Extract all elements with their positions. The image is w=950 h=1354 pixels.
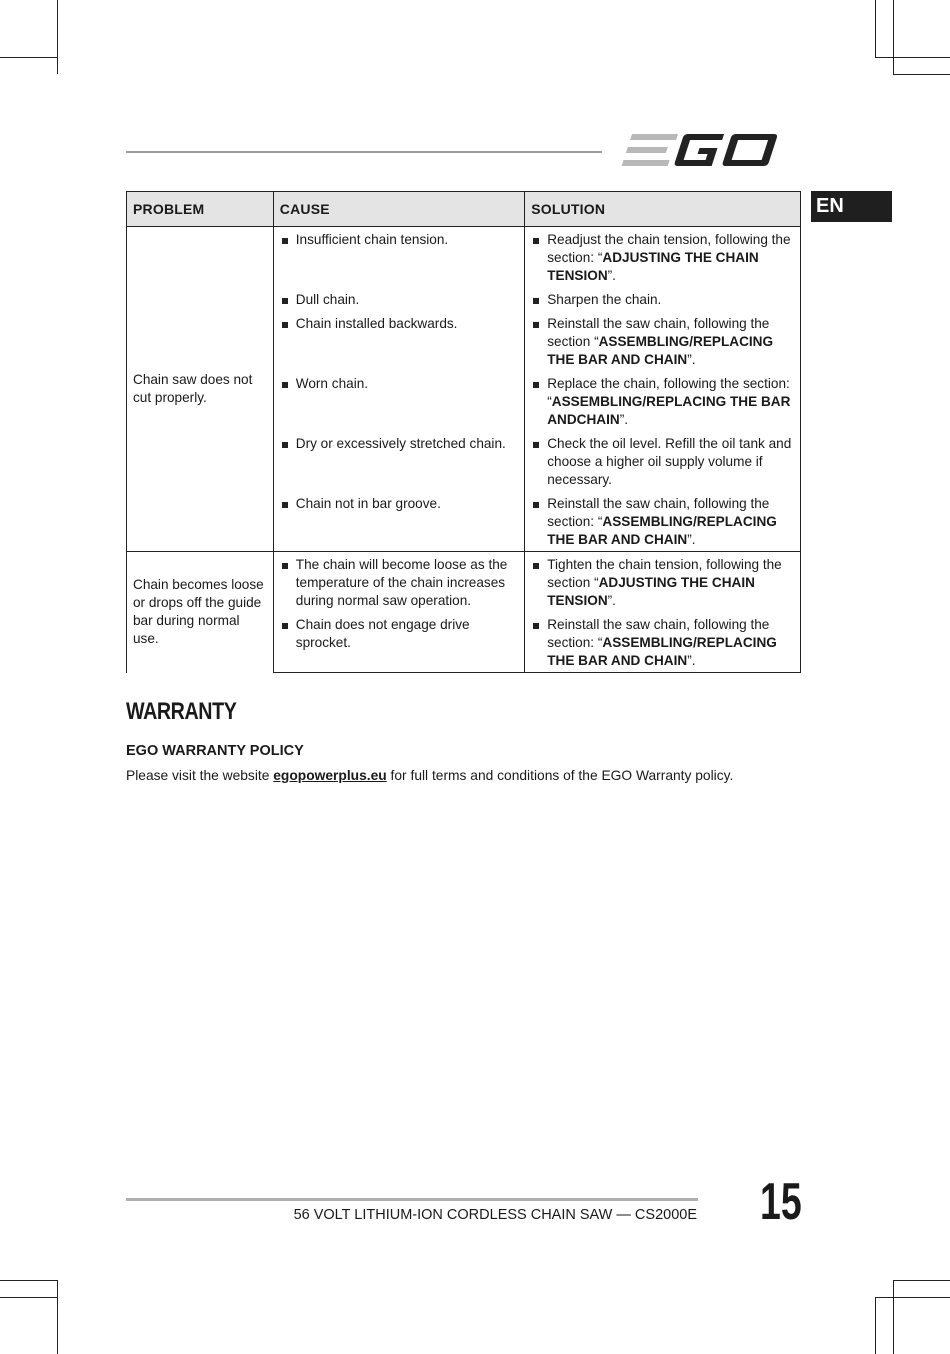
crop-mark [0, 57, 57, 58]
cause-text: Chain installed backwards. [280, 311, 518, 335]
table-row [127, 227, 801, 288]
solution-text: Reinstall the saw chain, following the section: “ASSEMBLING/REPLACING THE BAR AND CHAIN”. [531, 612, 794, 672]
cause-cell [273, 287, 524, 311]
solution-cell [525, 431, 801, 491]
crop-mark [0, 1280, 57, 1281]
warranty-heading: WARRANTY [126, 698, 237, 725]
cause-text: The chain will become loose as the temperature of the chain increases during normal saw operation. [280, 552, 518, 612]
crop-mark [57, 1280, 58, 1354]
cause-cell [273, 552, 524, 613]
solution-text: Reinstall the saw chain, following the section: “ASSEMBLING/REPLACING THE BAR AND CHAIN”. [531, 491, 794, 551]
footer-rule [126, 1198, 698, 1201]
header-rule [126, 151, 602, 153]
table-row [127, 552, 801, 613]
troubleshooting-table [126, 191, 801, 673]
cause-cell [273, 227, 524, 288]
header-cause: CAUSE [273, 192, 524, 227]
crop-mark [0, 1297, 57, 1298]
cause-cell [273, 612, 524, 673]
cause-text: Chain not in bar groove. [280, 491, 518, 515]
language-tab: EN [811, 191, 892, 222]
cause-cell [273, 371, 524, 431]
solution-text: Tighten the chain tension, following the section “ADJUSTING THE CHAIN TENSION”. [531, 552, 794, 612]
warranty-text-pre: Please visit the website [126, 768, 274, 783]
header-problem: PROBLEM [127, 192, 274, 227]
cause-cell [273, 431, 524, 491]
solution-text: Sharpen the chain. [531, 287, 794, 311]
crop-mark [875, 1297, 950, 1298]
solution-text: Check the oil level. Refill the oil tank and choose a higher oil supply volume if necessary. [531, 431, 794, 491]
crop-mark [893, 74, 950, 75]
problem-cell: Chain becomes loose or drops off the guide bar during normal use. [127, 552, 274, 673]
cause-text: Worn chain. [280, 371, 518, 395]
crop-mark [875, 0, 876, 57]
solution-cell [525, 311, 801, 371]
cause-text: Dry or excessively stretched chain. [280, 431, 518, 455]
page-number: 15 [760, 1173, 802, 1231]
crop-mark [875, 1297, 876, 1354]
solution-cell [525, 287, 801, 311]
crop-mark [893, 1280, 894, 1354]
warranty-text-post: for full terms and conditions of the EGO Warranty policy. [386, 768, 734, 783]
crop-mark [893, 1280, 950, 1281]
cause-text: Dull chain. [280, 287, 518, 311]
ego-logo [616, 128, 800, 172]
crop-mark [875, 57, 950, 58]
warranty-subheading: EGO WARRANTY POLICY [126, 743, 304, 759]
crop-mark [893, 0, 894, 74]
solution-text: Replace the chain, following the section: “ASSEMBLING/REPLACING THE BAR ANDCHAIN”. [531, 371, 794, 431]
cause-cell [273, 311, 524, 371]
warranty-website-link[interactable]: egopowerplus.eu [273, 768, 387, 783]
solution-cell [525, 491, 801, 552]
cause-text: Insufficient chain tension. [280, 227, 518, 251]
solution-cell [525, 612, 801, 673]
solution-text: Readjust the chain tension, following the section: “ADJUSTING THE CHAIN TENSION”. [531, 227, 794, 287]
solution-cell [525, 552, 801, 613]
table-header-row [127, 192, 801, 227]
problem-cell: Chain saw does not cut properly. [127, 227, 274, 552]
solution-cell [525, 371, 801, 431]
cause-cell [273, 491, 524, 552]
warranty-paragraph [126, 768, 733, 783]
footer-product-title: 56 VOLT LITHIUM-ION CORDLESS CHAIN SAW — CS2000E [293, 1207, 697, 1223]
header-solution: SOLUTION [525, 192, 801, 227]
solution-text: Reinstall the saw chain, following the section “ASSEMBLING/REPLACING THE BAR AND CHAIN”. [531, 311, 794, 371]
cause-text: Chain does not engage drive sprocket. [280, 612, 518, 654]
crop-mark [57, 0, 58, 74]
solution-cell [525, 227, 801, 288]
